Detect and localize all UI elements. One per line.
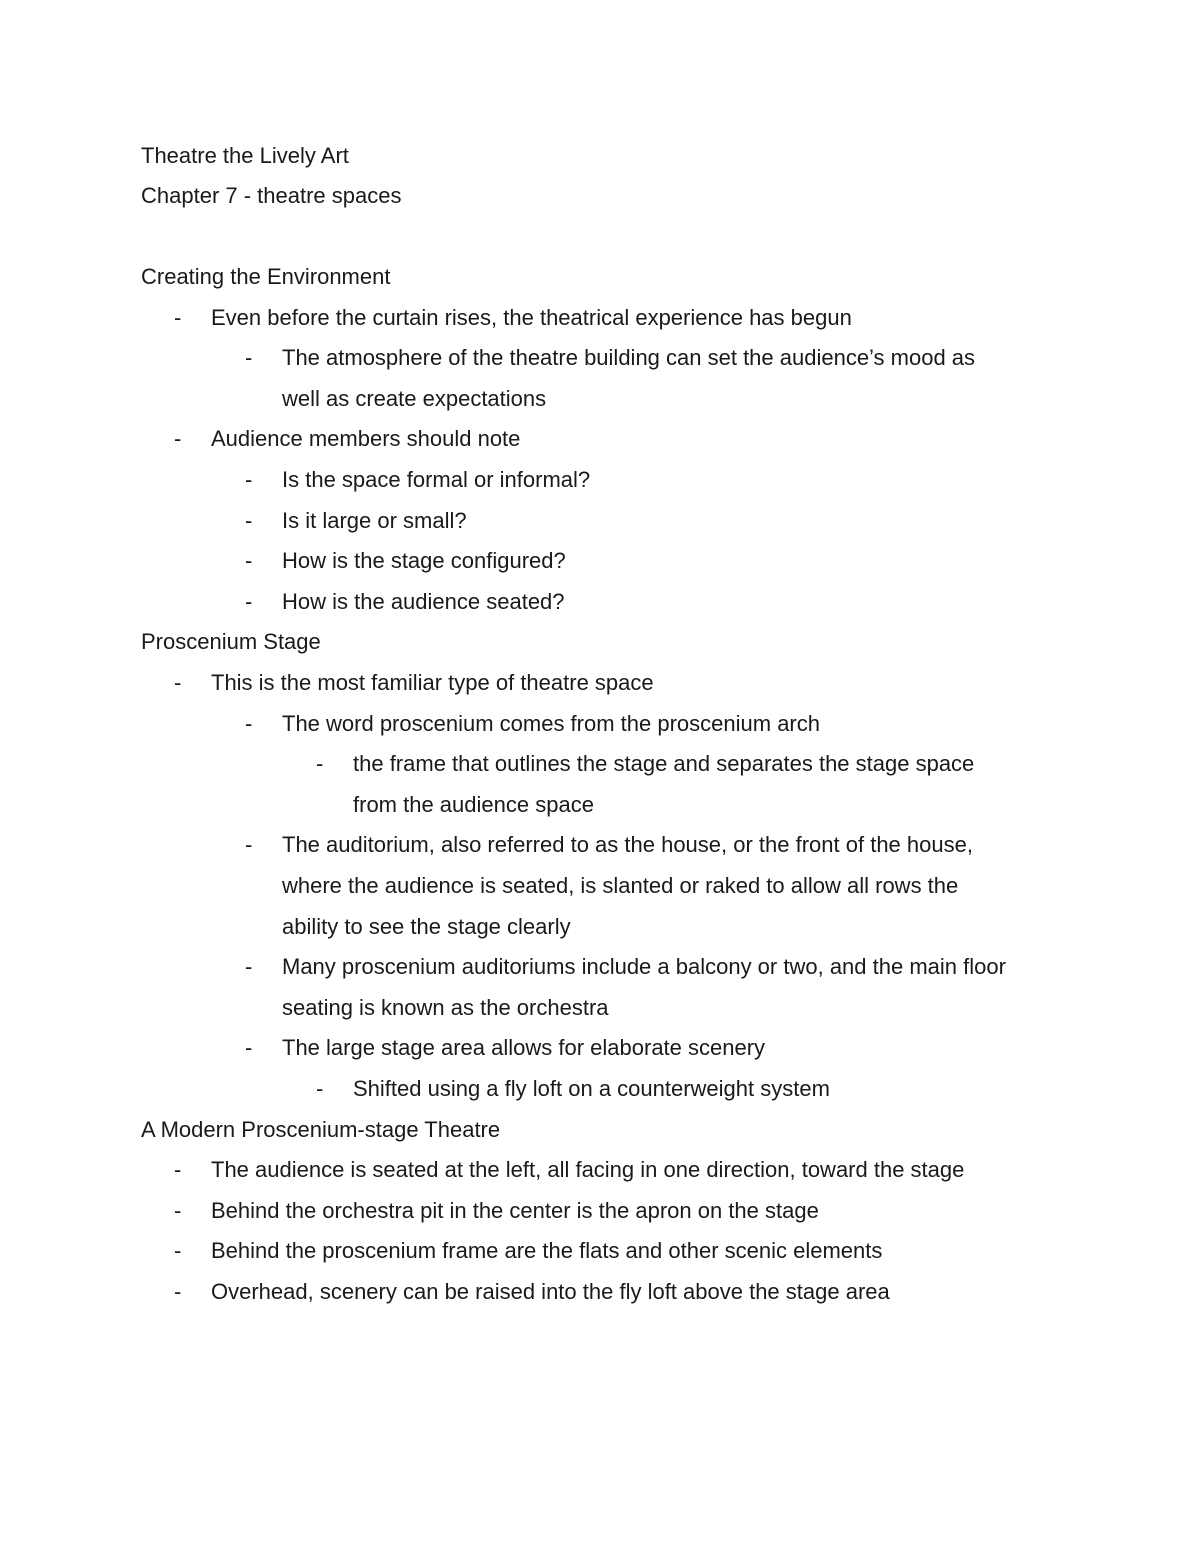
- bullet-item-text: seating is known as the orchestra: [282, 994, 609, 1020]
- bullet-item-text: the frame that outlines the stage and separates the stage space: [353, 751, 975, 777]
- bullet-dash: -: [174, 1157, 182, 1183]
- bullet-item-text: The audience is seated at the left, all facing in one direction, toward the stage: [211, 1157, 965, 1183]
- bullet-item-text: Audience members should note: [211, 426, 521, 452]
- bullet-item-text: Behind the proscenium frame are the flats and other scenic elements: [211, 1238, 883, 1264]
- bullet-dash: -: [316, 751, 324, 777]
- bullet-item-text: Behind the orchestra pit in the center is the apron on the stage: [211, 1197, 819, 1223]
- bullet-item-text: The large stage area allows for elaborate scenery: [282, 1035, 766, 1061]
- bullet-item-text: well as create expectations: [282, 385, 547, 411]
- bullet-item-text: Even before the curtain rises, the theatrical experience has begun: [211, 304, 852, 330]
- bullet-dash: -: [245, 548, 253, 574]
- bullet-dash: -: [316, 1076, 324, 1101]
- title-text: Theatre the Lively Art: [141, 143, 349, 168]
- bullet-item-text: from the audience space: [353, 791, 594, 817]
- bullet-item-text: Shifted using a fly loft on a counterweight system: [353, 1076, 830, 1101]
- bullet-item-text: Many proscenium auditoriums include a balcony or two, and the main floor: [282, 954, 1006, 980]
- bullet-dash: -: [174, 426, 182, 452]
- bullet-item-text: The auditorium, also referred to as the house, or the front of the house,: [282, 832, 973, 858]
- bullet-dash: -: [174, 670, 182, 695]
- bullet-item-text: Overhead, scenery can be raised into the fly loft above the stage area: [211, 1279, 890, 1304]
- bullet-dash: -: [174, 1238, 182, 1264]
- bullet-dash: -: [245, 1035, 253, 1061]
- bullet-dash: -: [245, 588, 253, 614]
- bullet-dash: -: [174, 1197, 182, 1223]
- bullet-item-text: The word proscenium comes from the proscenium arch: [282, 710, 820, 736]
- bullet-item-text: ability to see the stage clearly: [282, 913, 571, 939]
- section-heading-text: Proscenium Stage: [141, 629, 321, 655]
- bullet-dash: -: [245, 507, 253, 533]
- bullet-dash: -: [245, 467, 253, 492]
- bullet-item-text: Is it large or small?: [282, 507, 467, 533]
- bullet-dash: -: [245, 710, 253, 736]
- bullet-dash: -: [174, 1279, 182, 1304]
- bullet-item-text: Is the space formal or informal?: [282, 467, 591, 492]
- bullet-dash: -: [174, 304, 182, 330]
- bullet-item-text: where the audience is seated, is slanted or raked to allow all rows the: [282, 873, 959, 898]
- bullet-item-text: The atmosphere of the theatre building can set the audience’s mood as: [282, 345, 976, 371]
- section-heading-text: A Modern Proscenium-stage Theatre: [141, 1116, 501, 1142]
- bullet-item-text: This is the most familiar type of theatre space: [211, 670, 654, 695]
- bullet-dash: -: [245, 954, 253, 980]
- bullet-dash: -: [245, 832, 253, 858]
- section-heading-text: Creating the Environment: [141, 264, 391, 289]
- bullet-item-text: How is the audience seated?: [282, 588, 565, 614]
- subtitle-text: Chapter 7 - theatre spaces: [141, 183, 402, 208]
- bullet-dash: -: [245, 345, 253, 371]
- bullet-item-text: How is the stage configured?: [282, 548, 566, 574]
